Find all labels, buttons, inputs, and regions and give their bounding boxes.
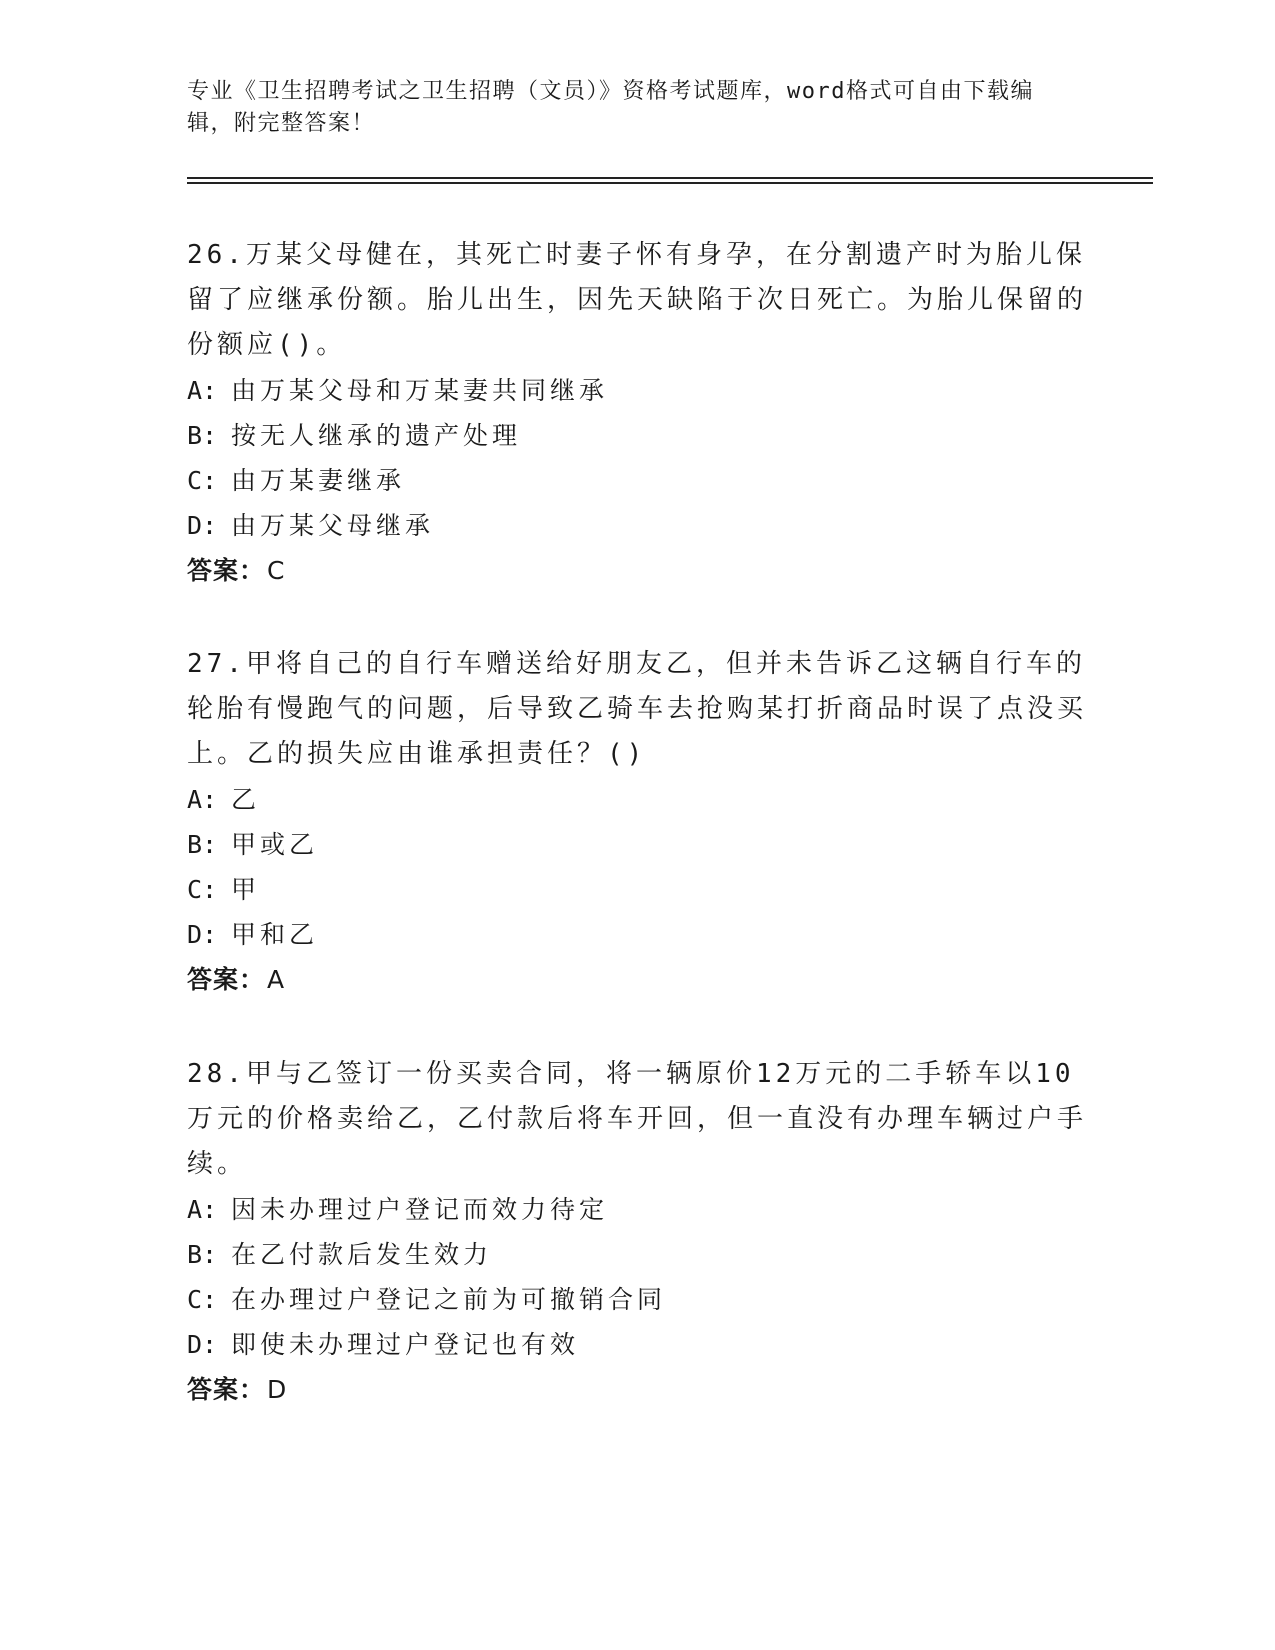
option-letter: C: bbox=[187, 466, 218, 495]
option-list bbox=[187, 368, 1087, 548]
option-d bbox=[187, 503, 1087, 548]
answer-label: 答案： bbox=[187, 1375, 266, 1404]
option-letter: A: bbox=[187, 785, 218, 814]
question-26 bbox=[187, 233, 1087, 593]
option-text: 甲和乙 bbox=[231, 920, 319, 949]
option-list bbox=[187, 1187, 1087, 1367]
answer-line bbox=[187, 548, 1087, 593]
option-letter: B: bbox=[187, 830, 218, 859]
option-letter: B: bbox=[187, 421, 218, 450]
option-b bbox=[187, 822, 1087, 867]
option-text: 在办理过户登记之前为可撤销合同 bbox=[231, 1285, 667, 1314]
option-list bbox=[187, 777, 1087, 957]
question-stem: 28.甲与乙签订一份买卖合同，将一辆原价12万元的二手轿车以10万元的价格卖给乙，乙付款后将车开回，但一直没有办理车辆过户手续。 bbox=[187, 1059, 1088, 1179]
option-d bbox=[187, 912, 1087, 957]
option-text: 因未办理过户登记而效力待定 bbox=[231, 1195, 609, 1224]
question-28 bbox=[187, 1052, 1087, 1412]
option-c bbox=[187, 867, 1087, 912]
option-a bbox=[187, 777, 1087, 822]
option-text: 甲 bbox=[231, 875, 261, 904]
option-letter: A: bbox=[187, 1195, 218, 1224]
option-letter: C: bbox=[187, 875, 218, 904]
option-b bbox=[187, 413, 1087, 458]
question-stem: 26.万某父母健在，其死亡时妻子怀有身孕，在分割遗产时为胎儿保留了应继承份额。胎儿出生，因先天缺陷于次日死亡。为胎儿保留的份额应()。 bbox=[187, 240, 1088, 360]
answer-line bbox=[187, 1367, 1087, 1412]
option-text: 由万某父母继承 bbox=[231, 511, 435, 540]
answer-line bbox=[187, 957, 1087, 1002]
option-text: 乙 bbox=[231, 785, 261, 814]
option-letter: C: bbox=[187, 1285, 218, 1314]
answer-label: 答案： bbox=[187, 965, 266, 994]
option-d bbox=[187, 1322, 1087, 1367]
option-letter: D: bbox=[187, 1330, 218, 1359]
question-stem: 27.甲将自己的自行车赠送给好朋友乙，但并未告诉乙这辆自行车的轮胎有慢跑气的问题，后导致乙骑车去抢购某打折商品时误了点没买上。乙的损失应由谁承担责任？() bbox=[187, 649, 1088, 769]
option-letter: D: bbox=[187, 920, 218, 949]
answer-label: 答案： bbox=[187, 556, 266, 585]
option-text: 在乙付款后发生效力 bbox=[231, 1240, 493, 1269]
option-b bbox=[187, 1232, 1087, 1277]
option-text: 由万某父母和万某妻共同继承 bbox=[231, 376, 609, 405]
option-c bbox=[187, 458, 1087, 503]
answer-value: C bbox=[267, 556, 286, 585]
header-divider-bottom bbox=[187, 182, 1153, 184]
option-a bbox=[187, 368, 1087, 413]
option-text: 即使未办理过户登记也有效 bbox=[231, 1330, 580, 1359]
document-header: 专业《卫生招聘考试之卫生招聘（文员）》资格考试题库，word格式可自由下载编辑，附完整答案！ bbox=[187, 79, 1034, 136]
option-a bbox=[187, 1187, 1087, 1232]
option-text: 按无人继承的遗产处理 bbox=[231, 421, 522, 450]
answer-value: D bbox=[267, 1375, 288, 1404]
question-27 bbox=[187, 642, 1087, 1002]
option-letter: D: bbox=[187, 511, 218, 540]
answer-value: A bbox=[267, 965, 286, 994]
option-c bbox=[187, 1277, 1087, 1322]
option-text: 由万某妻继承 bbox=[231, 466, 406, 495]
option-letter: B: bbox=[187, 1240, 218, 1269]
header-divider-top bbox=[187, 177, 1153, 179]
option-letter: A: bbox=[187, 376, 218, 405]
option-text: 甲或乙 bbox=[231, 830, 319, 859]
